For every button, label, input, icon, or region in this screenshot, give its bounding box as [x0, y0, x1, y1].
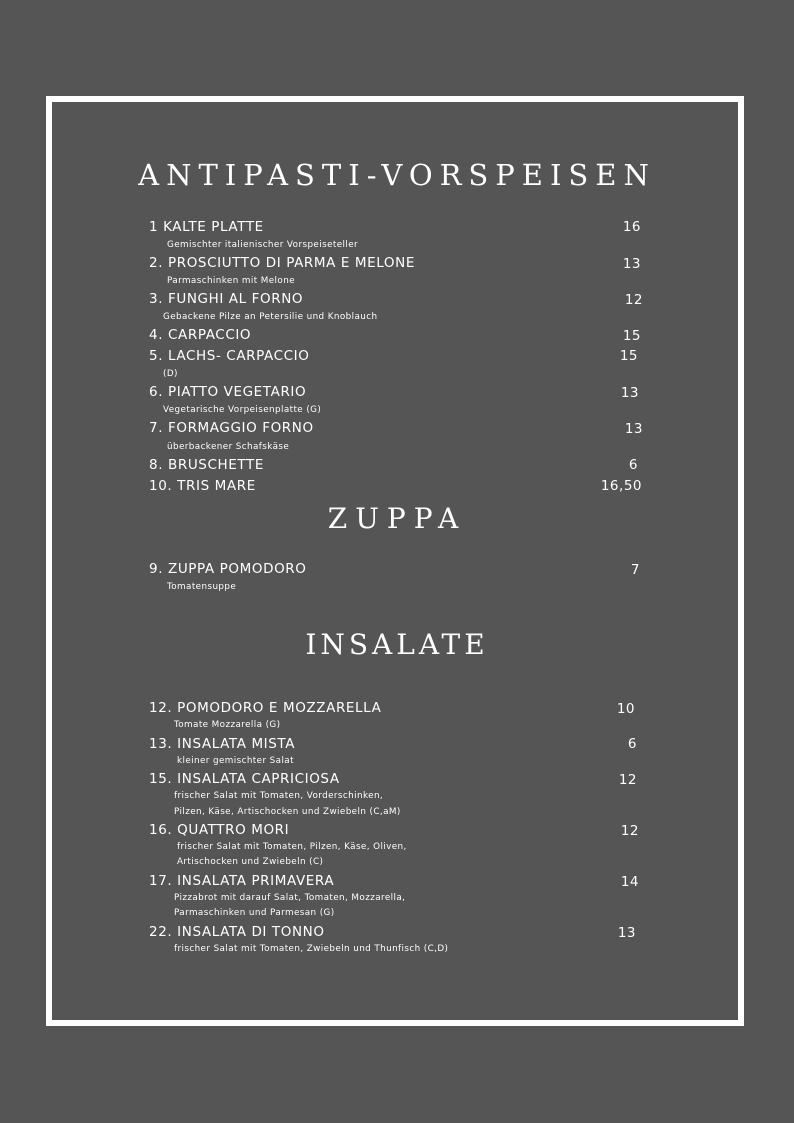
menu-item-description: Artischocken und Zwiebeln (C)	[177, 857, 324, 867]
menu-item-price: 7	[630, 562, 640, 578]
menu-item-name: 2. PROSCIUTTO DI PARMA E MELONE	[149, 255, 415, 271]
menu-item-price: 12	[620, 823, 639, 839]
menu-item-name: 12. POMODORO E MOZZARELLA	[149, 700, 382, 716]
menu-item-price: 13	[622, 256, 641, 272]
menu-item-price: 10	[616, 701, 635, 717]
menu-item-description: Gemischter italienischer Vorspeiseteller	[167, 240, 359, 250]
section-title-insalate: INSALATE	[305, 628, 489, 661]
menu-item-price: 14	[620, 874, 639, 890]
menu-item-name: 13. INSALATA MISTA	[149, 736, 296, 752]
menu-item-description: frischer Salat mit Tomaten, Zwiebeln und Thunfisch (C,D)	[174, 944, 449, 954]
menu-item-name: 7. FORMAGGIO FORNO	[149, 420, 314, 436]
menu-item-name: 8. BRUSCHETTE	[149, 457, 264, 473]
menu-item-description: kleiner gemischter Salat	[177, 756, 294, 766]
menu-item-description: Parmaschinken und Parmesan (G)	[174, 908, 335, 918]
menu-item-name: 6. PIATTO VEGETARIO	[149, 384, 307, 400]
menu-item-name: 5. LACHS- CARPACCIO	[149, 348, 310, 364]
menu-item-description: Tomatensuppe	[167, 582, 237, 592]
menu-item-description: frischer Salat mit Tomaten, Vorderschinken,	[174, 791, 384, 801]
menu-item-description: Vegetarische Vorpeisenplatte (G)	[163, 405, 322, 415]
menu-item-name: 4. CARPACCIO	[149, 327, 252, 343]
menu-item-name: 22. INSALATA DI TONNO	[149, 924, 325, 940]
menu-item-price: 12	[618, 772, 637, 788]
menu-item-description: frischer Salat mit Tomaten, Pilzen, Käse, Oliven,	[177, 842, 407, 852]
menu-item-description: Gebackene Pilze an Petersilie und Knoblauch	[163, 312, 378, 322]
menu-item-description: überbackener Schafskäse	[167, 442, 290, 452]
menu-item-name: 15. INSALATA CAPRICIOSA	[149, 771, 340, 787]
menu-item-name: 10. TRIS MARE	[149, 478, 256, 494]
menu-item-name: 9. ZUPPA POMODORO	[149, 561, 307, 577]
menu-item-price: 16,50	[600, 478, 642, 494]
menu-item-name: 1 KALTE PLATTE	[149, 219, 264, 235]
menu-item-price: 16	[622, 219, 641, 235]
menu-item-price: 13	[620, 385, 639, 401]
menu-item-price: 13	[624, 421, 643, 437]
section-title-antipasti: ANTIPASTI-VORSPEISEN	[138, 158, 656, 192]
menu-item-description: (D)	[163, 369, 178, 379]
menu-item-description: Pizzabrot mit darauf Salat, Tomaten, Mozzarella,	[174, 893, 406, 903]
menu-item-name: 17. INSALATA PRIMAVERA	[149, 873, 335, 889]
menu-item-price: 12	[624, 292, 643, 308]
menu-item-description: Parmaschinken mit Melone	[167, 276, 295, 286]
menu-item-description: Tomate Mozzarella (G)	[174, 720, 281, 730]
menu-item-price: 6	[627, 736, 637, 752]
menu-item-name: 3. FUNGHI AL FORNO	[149, 291, 304, 307]
menu-item-description: Pilzen, Käse, Artischocken und Zwiebeln (C,aM)	[174, 807, 401, 817]
section-title-zuppa: ZUPPA	[327, 502, 467, 535]
menu-item-price: 15	[622, 328, 641, 344]
menu-item-price: 13	[617, 925, 636, 941]
menu-item-price: 6	[628, 457, 638, 473]
menu-item-name: 16. QUATTRO MORI	[149, 822, 290, 838]
menu-item-price: 15	[619, 348, 638, 364]
